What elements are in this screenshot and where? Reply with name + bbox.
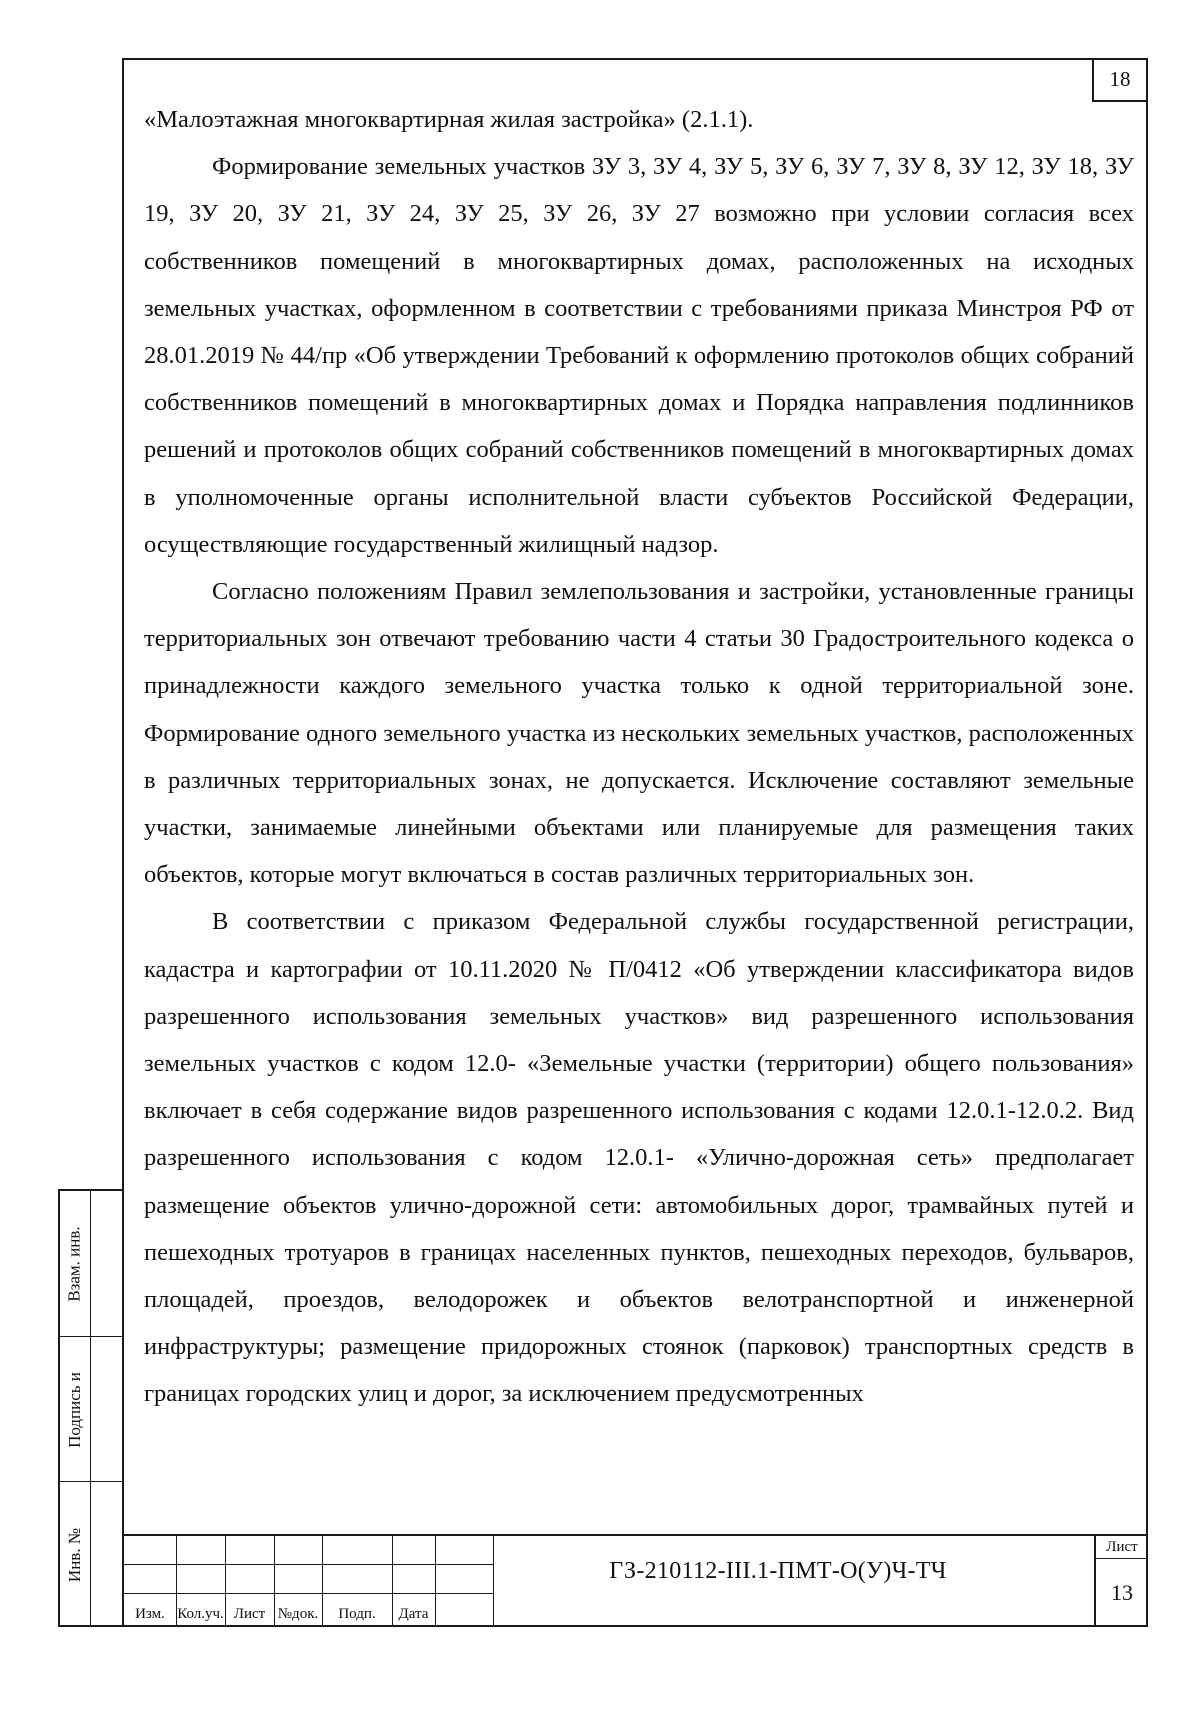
side-label-text: Подпись и xyxy=(65,1371,84,1448)
document-code: ГЗ-210112-III.1-ПМТ-О(У)Ч-ТЧ xyxy=(609,1558,947,1584)
title-block-stamp xyxy=(124,1534,1148,1625)
stamp-col-data: Дата xyxy=(398,1606,429,1622)
paragraph-4: В соответствии с приказом Федеральной службы государственной регистрации, кадастра и картографии от 10.11.2020 № П/0412 «Об утверждении классификатора видов разрешенного использования земельных участков» вид разрешенного использования земельных участков с кодом 12.0- «Земельные участки (территории) общего пользования» включает в себя содержание видов разрешенного использования с кодами 12.0.1-12.0.2. Вид разрешенного использования с кодом 12.0.1- «Улично-дорожная сеть» предполагает размещение объектов улично-дорожной сети: автомобильных дорог, трамвайных путей и пешеходных тротуаров в границах населенных пунктов, пешеходных переходов, бульваров, площадей, проездов, велодорожек и объектов велотранспортной и инженерной инфраструктуры; размещение придорожных стоянок (парковок) транспортных средств в границах городских улиц и дорог, за исключением предусмотренных xyxy=(144,908,1134,1408)
sheet-label: Лист xyxy=(1096,1536,1148,1559)
paragraph-1: «Малоэтажная многоквартирная жилая застройка» (2.1.1). xyxy=(144,106,754,133)
sheet-number: 13 xyxy=(1111,1579,1133,1605)
side-label-inv-no xyxy=(60,1482,90,1627)
sheet-box xyxy=(1094,1536,1148,1625)
stamp-col-kol-uch: Кол.уч. xyxy=(177,1606,224,1622)
stamp-row-line xyxy=(124,1564,493,1565)
side-label-vzam-inv xyxy=(60,1191,90,1337)
page-frame xyxy=(122,58,1148,1627)
paragraph-2: Формирование земельных участков ЗУ 3, ЗУ 4, ЗУ 5, ЗУ 6, ЗУ 7, ЗУ 8, ЗУ 12, ЗУ 18, ЗУ 19, ЗУ 20, ЗУ 21, ЗУ 24, ЗУ 25, ЗУ 26, ЗУ 27 возможно при условии согласия всех собственников помещений в многоквартирных домах, расположенных на исходных земельных участках, оформленном в соответствии с требованиями приказа Минстроя РФ от 28.01.2019 № 44/пр «Об утверждении Требований к оформлению протоколов общих собраний собственников помещений в многоквартирных домах и Порядка направления подлинников решений и протоколов общих собраний собственников помещений в многоквартирных домах в уполномоченные органы исполнительной власти субъектов Российской Федерации, осуществляющие государственный жилищный надзор. xyxy=(144,153,1134,558)
side-label-text: Инв. № xyxy=(65,1527,84,1582)
stamp-col-podp: Подп. xyxy=(338,1606,376,1622)
stamp-row-line xyxy=(124,1593,493,1594)
body-text xyxy=(144,96,1134,1418)
stamp-col-izm: Изм. xyxy=(135,1606,165,1622)
side-label-text: Взам. инв. xyxy=(65,1226,84,1302)
stamp-divider xyxy=(435,1536,436,1625)
side-approval-strip xyxy=(58,1189,122,1627)
stamp-col-ndok: №док. xyxy=(277,1606,319,1622)
side-label-podpis xyxy=(60,1337,90,1482)
top-page-number: 18 xyxy=(1092,60,1146,102)
stamp-col-list: Лист xyxy=(233,1606,266,1622)
paragraph-3: Согласно положениям Правил землепользования и застройки, установленные границы территориальных зон отвечают требованию части 4 статьи 30 Градостроительного кодекса о принадлежности каждого земельного участка только к одной территориальной зоне. Формирование одного земельного участка из нескольких земельных участков, расположенных в различных территориальных зонах, не допускается. Исключение составляют земельные участки, занимаемые линейными объектами или планируемые для размещения таких объектов, которые могут включаться в состав различных территориальных зон. xyxy=(144,578,1134,889)
